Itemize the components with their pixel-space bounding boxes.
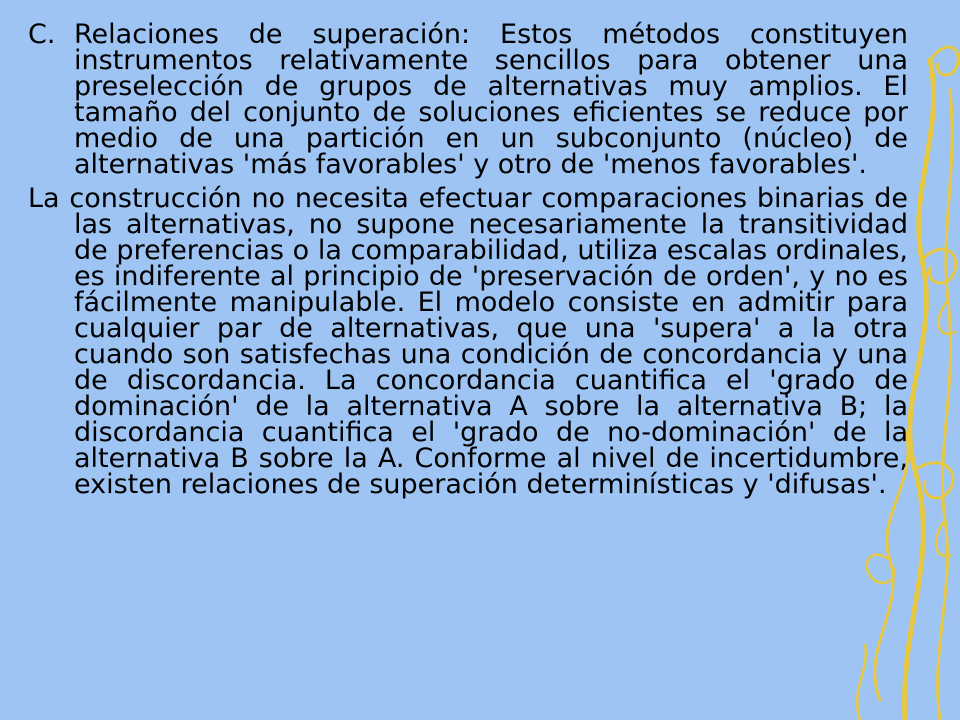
list-marker: C. [28, 19, 56, 50]
slide-body [28, 19, 908, 506]
paragraph-construction [28, 183, 908, 500]
paragraph-text: Relaciones de superación: Estos métodos constituyen instrumentos relativamente sencillos para obtener una preselección de grupos de alternativas muy amplios. El tamaño del conjunto de soluciones eficientes se reduce por medio de una partición en un subconjunto (núcleo) de alternativas 'más favorables' y otro de 'menos favorables'. [74, 19, 908, 180]
paragraph-text: La construcción no necesita efectuar comparaciones binarias de las alternativas, no supone necesariamente la transitividad de preferencias o la comparabilidad, utiliza escalas ordinales, es indiferente al principio de 'preservación de orden', y no es fácilmente manipulable. El modelo consiste en admitir para cualquier par de alternativas, que una 'supera' a la otra cuando son satisfechas una condición de concordancia y una de discordancia. La concordancia cuantifica el 'grado de dominación' de la alternativa A sobre la alternativa B; la discordancia cuantifica el 'grado de no-dominación' de la alternativa B sobre la A. Conforme al nivel de incertidumbre, existen relaciones de superación determinísticas y 'difusas'. [28, 183, 908, 500]
paragraph-c [28, 19, 908, 180]
